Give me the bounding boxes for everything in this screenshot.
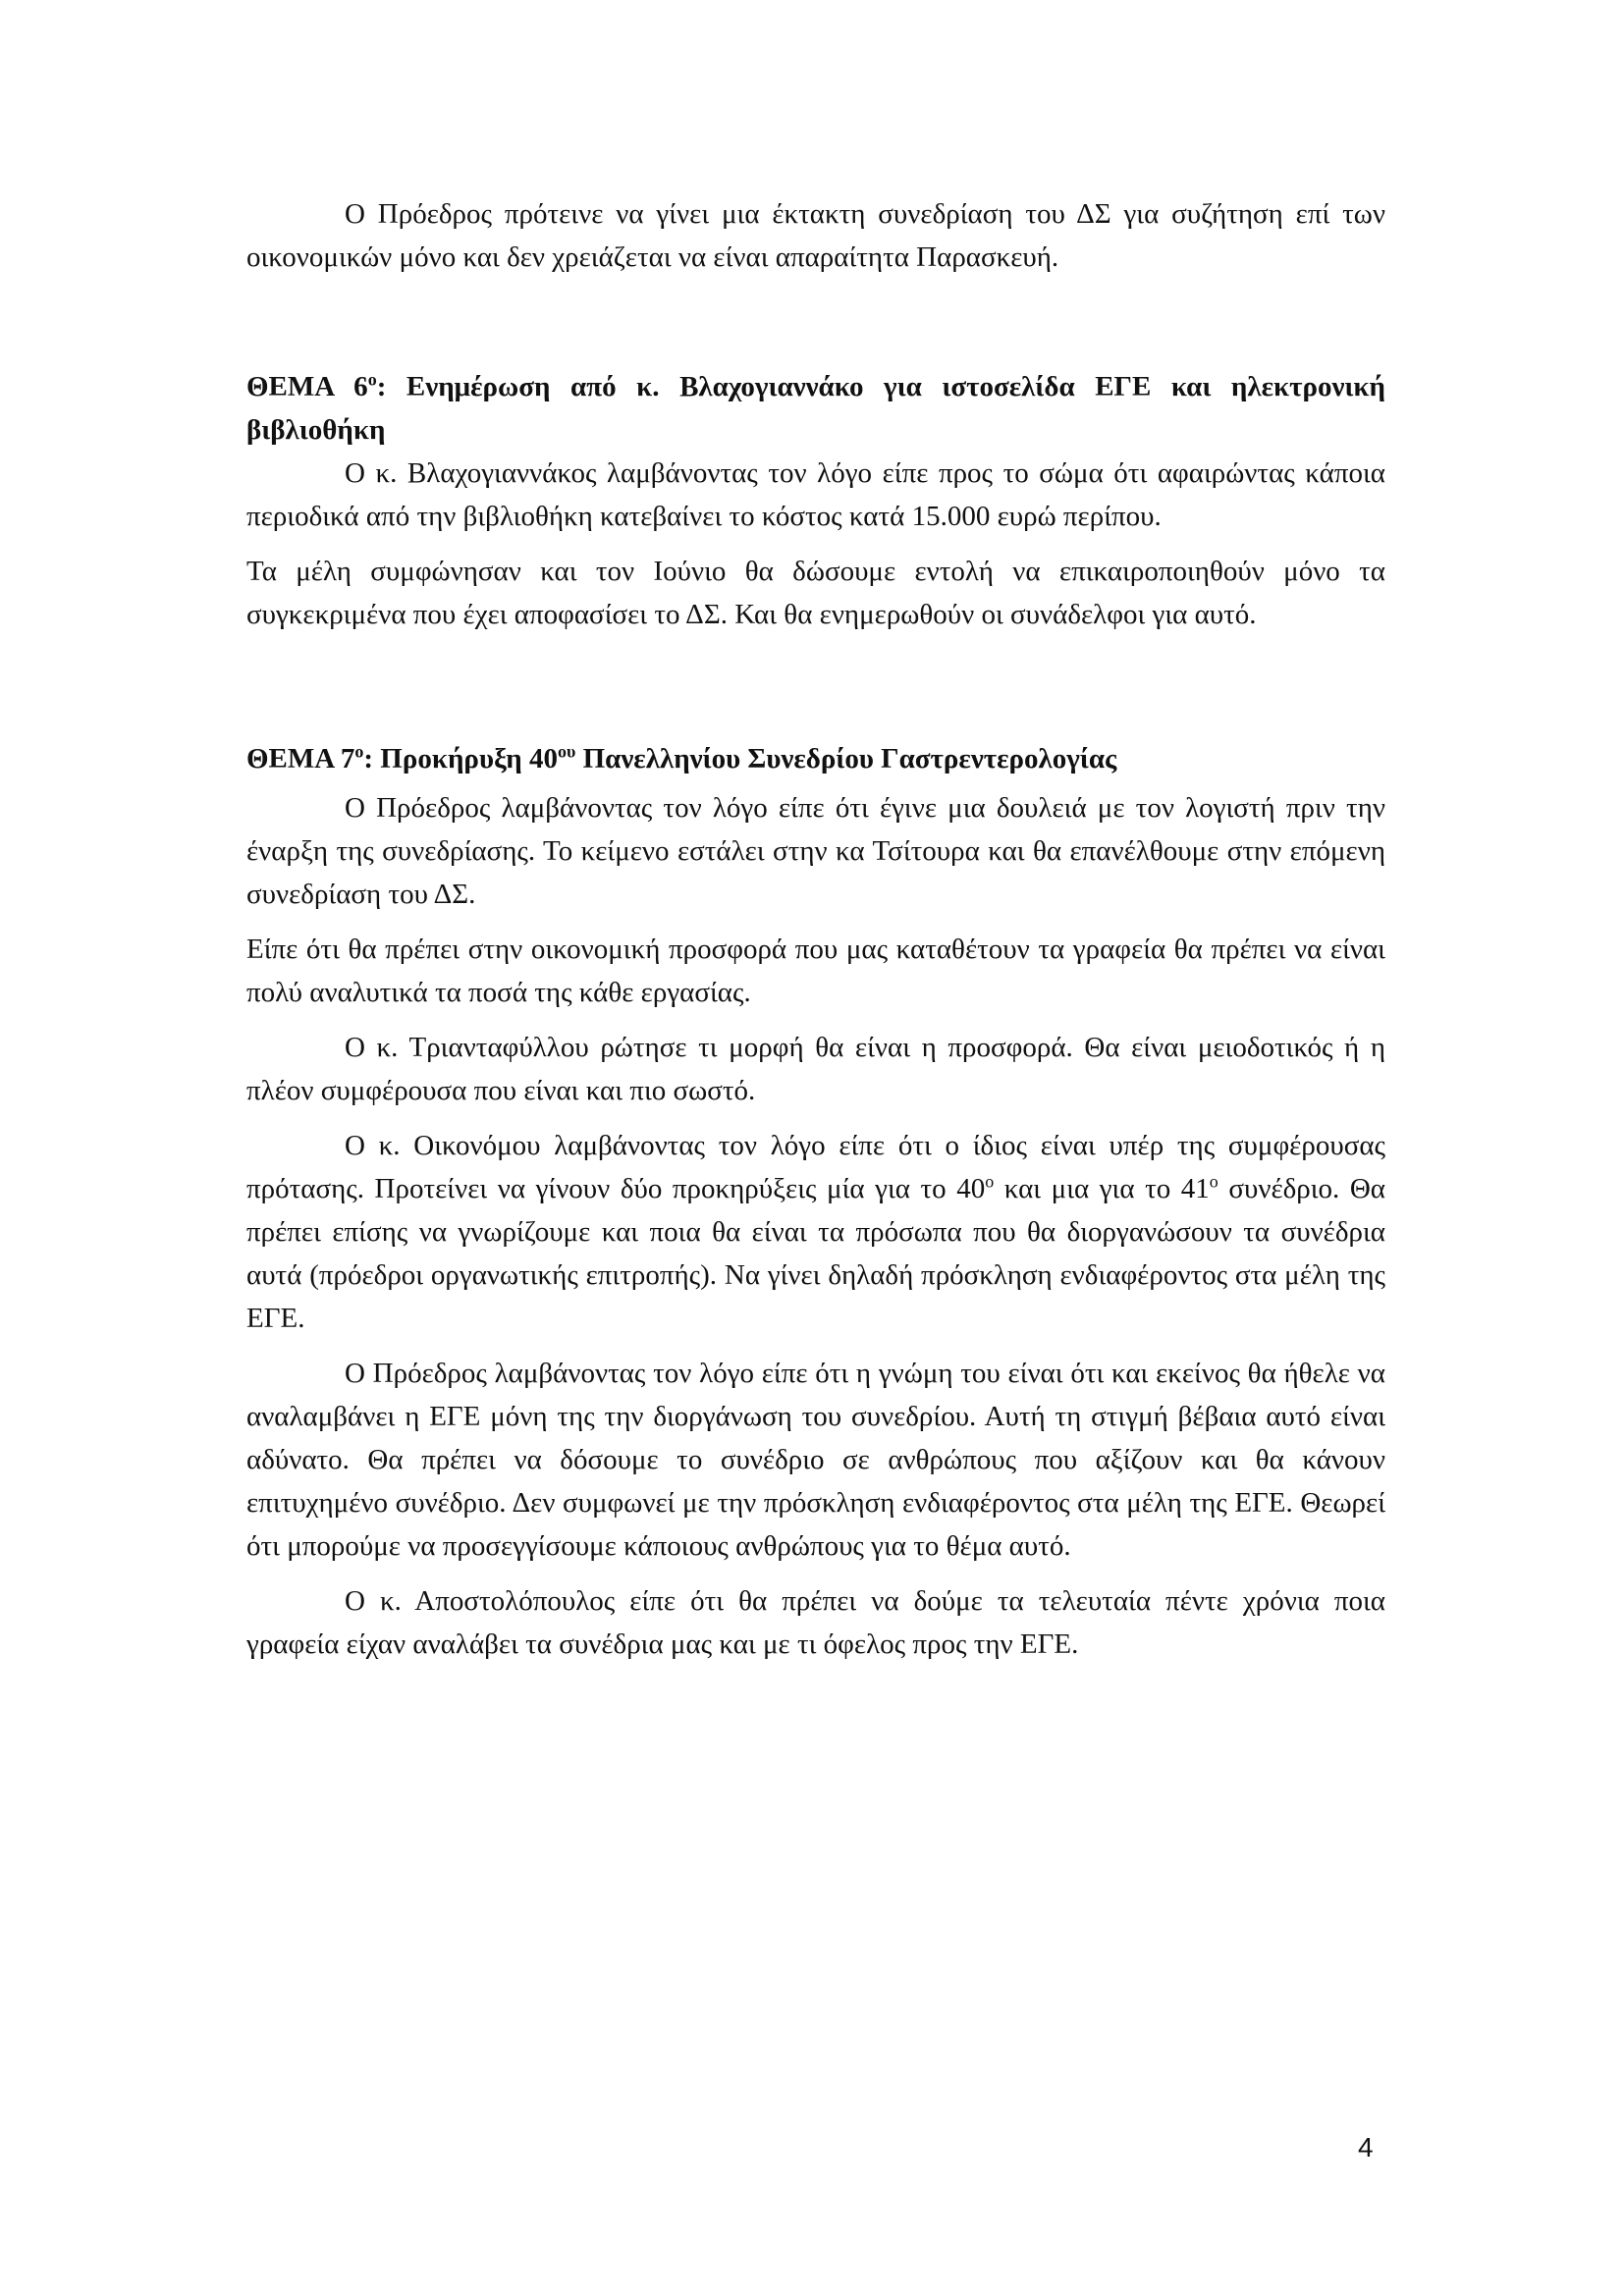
section-7-heading: ΘΕΜΑ $7^o$: Προκήρυξη $40^{o\upsilon}$ Πανελληνίου Συνεδρίου Γαστρεντερολογίας [246,741,1117,774]
intro-paragraph: Ο Πρόεδρος πρότεινε να γίνει μια έκτακτη συνεδρίαση του ΔΣ για συζήτηση επί των οικονομικών μόνο και δεν χρειάζεται να είναι απαραίτητα Παρασκευή. [246,198,1385,273]
section-7-paragraph: Είπε ότι θα πρέπει στην οικονομική προσφορά που μας καταθέτουν τα γραφεία θα πρέπει να είναι πολύ αναλυτικά τα ποσά της κάθε εργασίας. [246,934,1385,1008]
section-6-paragraph: Τα μέλη συμφώνησαν και τον Ιούνιο θα δώσουμε εντολή να επικαιροποιηθούν μόνο τα συγκεκριμένα που έχει αποφασίσει το ΔΣ. Και θα ενημερωθούν οι συνάδελφοι για αυτό. [246,556,1385,630]
page-number: 4 [1358,2132,1374,2163]
section-6-paragraph: Ο κ. Βλαχογιαννάκος λαμβάνοντας τον λόγο είπε προς το σώμα ότι αφαιρώντας κάποια περιοδικά από την βιβλιοθήκη κατεβαίνει το κόστος κατά 15.000 ευρώ περίπου. [246,457,1385,532]
section-6-heading: ΘΕΜΑ $6^o$: Ενημέρωση από κ. Βλαχογιαννάκο για ιστοσελίδα ΕΓΕ και ηλεκτρονική βιβλιοθήκη [246,369,1385,446]
section-7-paragraph: Ο Πρόεδρος λαμβάνοντας τον λόγο είπε ότι η γνώμη του είναι ότι και εκείνος θα ήθελε να αναλαμβάνει η ΕΓΕ μόνη της την διοργάνωση του συνεδρίου. Αυτή τη στιγμή βέβαια αυτό είναι αδύνατο. Θα πρέπει να δόσουμε το συνέδριο σε ανθρώπους που αξίζουν και θα κάνουν επιτυχημένο συνέδριο. Δεν συμφωνεί με την πρόσκληση ενδιαφέροντος στα μέλη της ΕΓΕ. Θεωρεί ότι μπορούμε να προσεγγίσουμε κάποιους ανθρώπους για το θέμα αυτό. [246,1358,1385,1562]
section-7-paragraph: Ο κ. Αποστολόπουλος είπε ότι θα πρέπει να δούμε τα τελευταία πέντε χρόνια ποια γραφεία είχαν αναλάβει τα συνέδρια μας και με τι όφελος προς την ΕΓΕ. [246,1585,1385,1660]
page-body [246,192,1385,1666]
section-7-paragraph: Ο κ. Τριανταφύλλου ρώτησε τι μορφή θα είναι η προσφορά. Θα είναι μειοδοτικός ή η πλέον συμφέρουσα που είναι και πιο σωστό. [246,1032,1385,1106]
section-7-paragraph: Ο Πρόεδρος λαμβάνοντας τον λόγο είπε ότι έγινε μια δουλειά με τον λογιστή πριν την έναρξη της συνεδρίασης. Το κείμενο εστάλει στην κα Τσίτουρα και θα επανέλθουμε στην επόμενη συνεδρίαση του ΔΣ. [246,792,1385,910]
section-7-paragraph: Ο κ. Οικονόμου λαμβάνοντας τον λόγο είπε ότι ο ίδιος είναι υπέρ της συμφέρουσας πρότασης. Προτείνει να γίνουν δύο προκηρύξεις μία για το $40^o$ και μια για το $41^o$ συνέδριο. Θα πρέπει επίσης να γνωρίζουμε και ποια θα είναι τα πρόσωπα που θα διοργανώσουν τα συνέδρια αυτά (πρόεδροι οργανωτικής επιτροπής). Να γίνει δηλαδή πρόσκληση ενδιαφέροντος στα μέλη της ΕΓΕ. [246,1130,1385,1334]
